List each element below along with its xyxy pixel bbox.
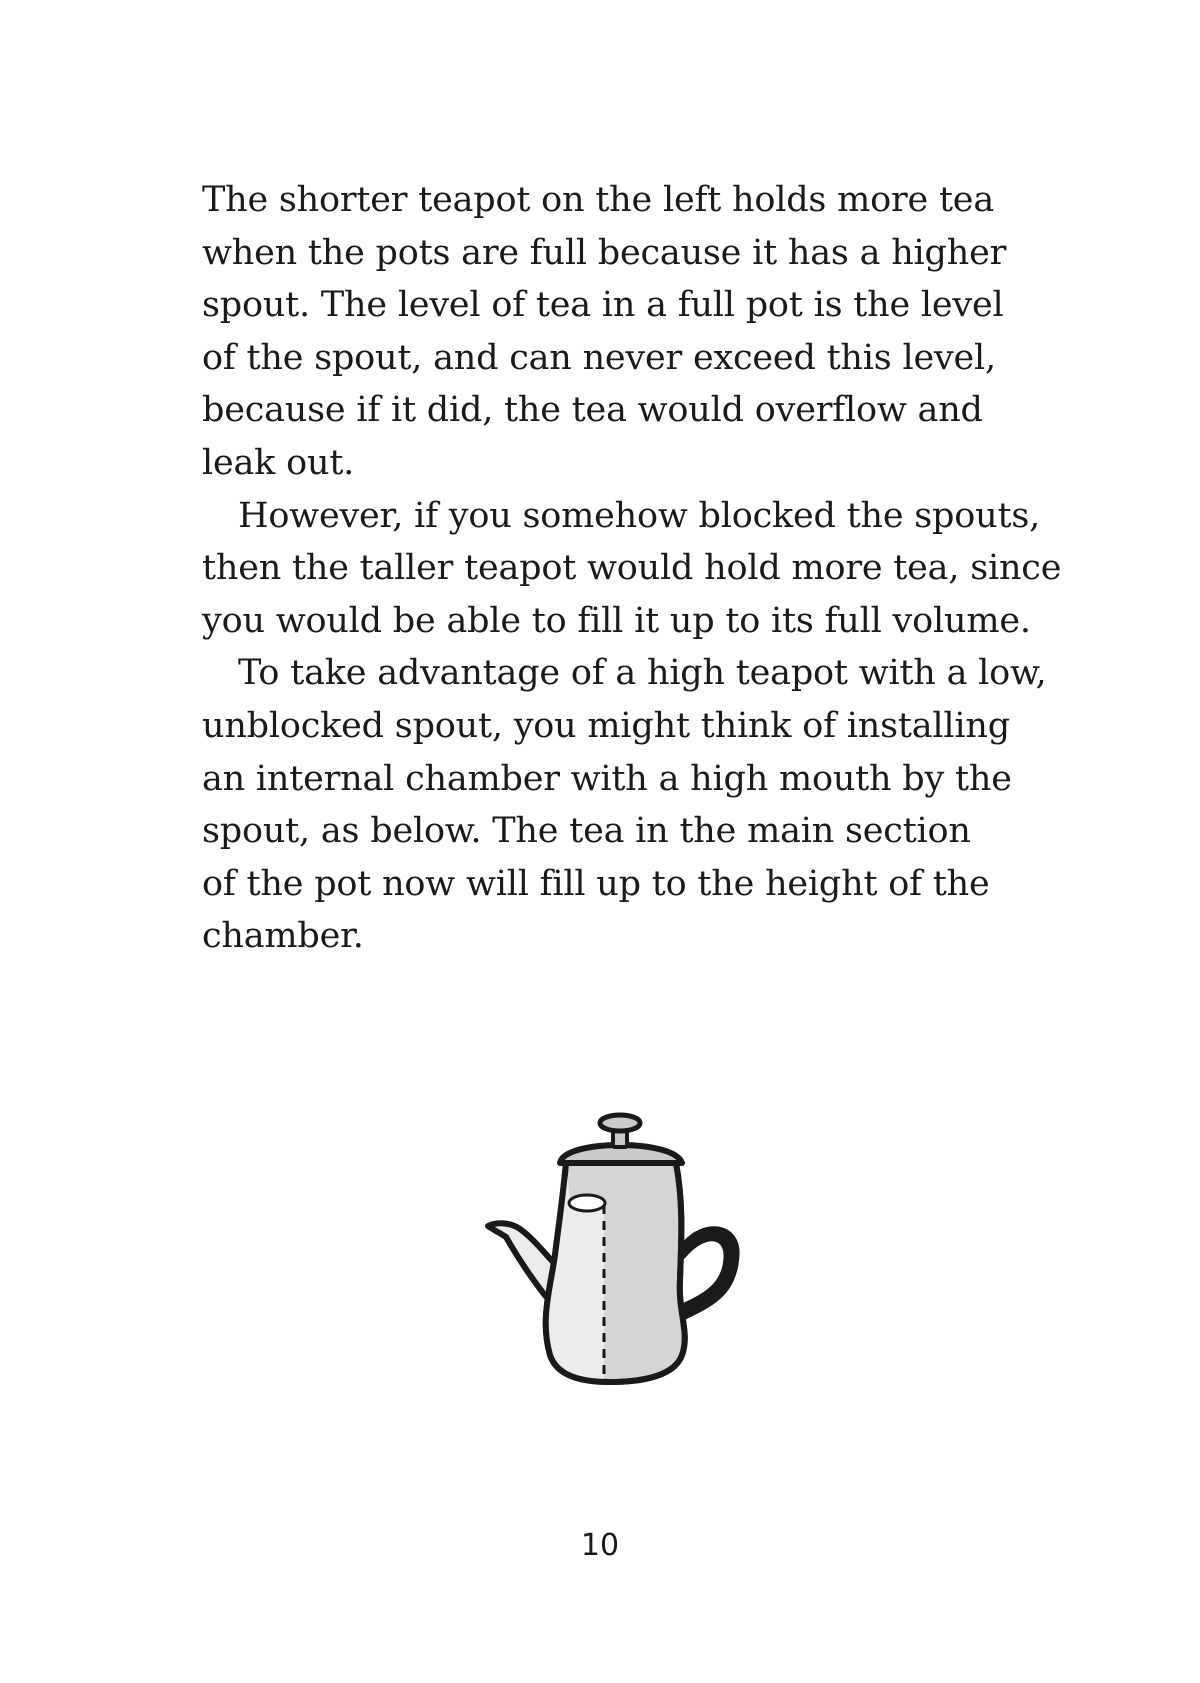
paragraph-1-line: when the pots are full because it has a higher [202,232,1007,273]
paragraph-1-line: of the spout, and can never exceed this level, [202,337,996,378]
paragraph-2-line: then the taller teapot would hold more tea, since [202,548,1062,589]
lid-knob [600,1115,640,1131]
paragraph-3-line: spout, as below. The tea in the main section [202,811,971,852]
paragraph-3-line: of the pot now will fill up to the height of the [202,863,990,904]
paragraph-2-line: However, if you somehow blocked the spouts, [238,495,1041,536]
paragraph-3-line: chamber. [202,916,364,957]
paragraph-2-line: you would be able to fill it up to its full volume. [202,600,1031,641]
paragraph-1-line: The shorter teapot on the left holds more tea [202,180,994,220]
chamber-mouth [569,1195,605,1211]
paragraph-3-line: To take advantage of a high teapot with a low, [238,653,1047,694]
paragraph-1-line: leak out. [202,442,355,483]
page-number: 10 [580,1528,620,1563]
teapot-with-internal-chamber-icon [470,1105,750,1395]
paragraph-1-line: spout. The level of tea in a full pot is the level [202,285,1004,326]
paragraph-1-line: because if it did, the tea would overflow and [202,390,983,431]
paragraph-3-line: unblocked spout, you might think of installing [202,705,1010,746]
teapot-handle [682,1228,738,1318]
paragraph-3-line: an internal chamber with a high mouth by the [202,758,1012,799]
body-text [202,174,1062,963]
teapot-illustration [470,1105,750,1395]
